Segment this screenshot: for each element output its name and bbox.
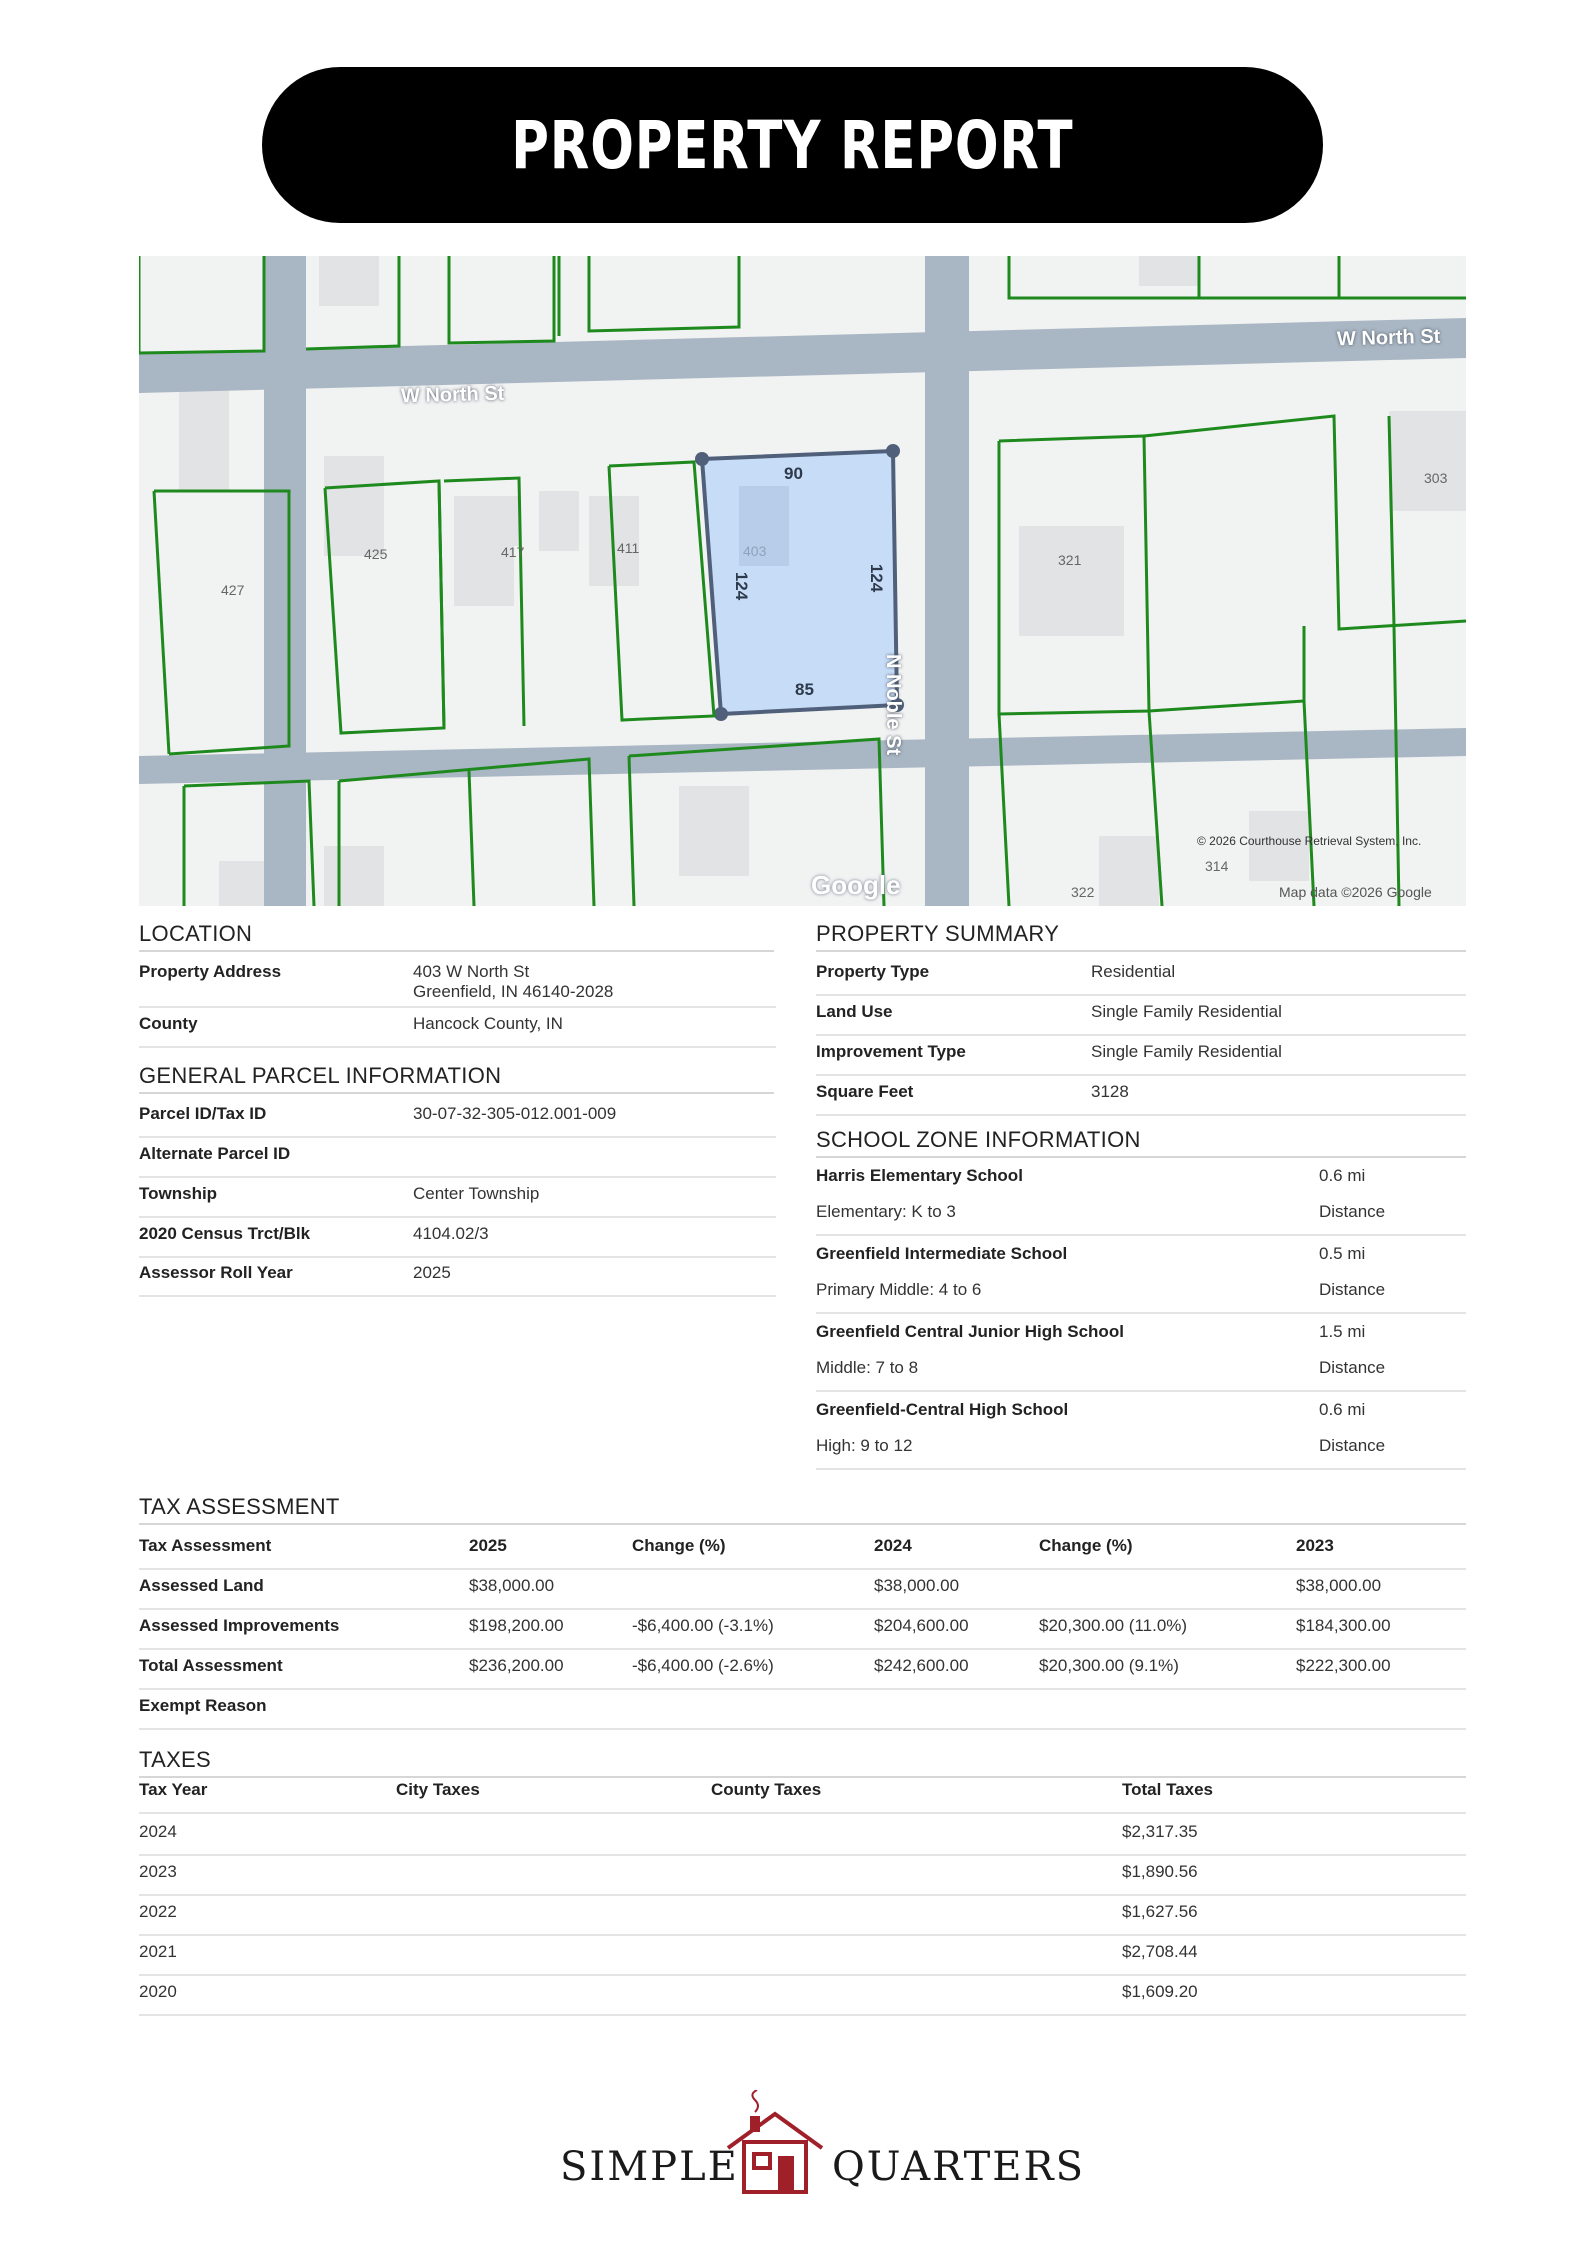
school-name: Greenfield Central Junior High School — [816, 1322, 1124, 1341]
tax-year: 2020 — [139, 1982, 177, 2001]
school-distance-label: Distance — [1319, 1202, 1386, 1221]
parcel-row-township — [139, 1178, 776, 1218]
roll-year-value: 2025 — [413, 1263, 451, 1282]
lot-303: 303 — [1424, 470, 1448, 486]
lot-314: 314 — [1205, 858, 1229, 874]
map-data-attribution: Map data ©2026 Google — [1279, 884, 1432, 900]
row-label: Total Assessment — [139, 1656, 283, 1675]
taxes-header-row — [139, 1774, 1466, 1814]
school-distance-label: Distance — [1319, 1280, 1386, 1299]
value-2025: $236,200.00 — [469, 1656, 564, 1675]
map-copyright: © 2026 Courthouse Retrieval System, Inc. — [1197, 834, 1422, 848]
school-zone-title: SCHOOL ZONE INFORMATION — [816, 1127, 1466, 1158]
table-row — [139, 1856, 1466, 1896]
school-level: High: 9 to 12 — [816, 1436, 913, 1455]
lot-425: 425 — [364, 546, 388, 562]
total-taxes: $1,627.56 — [1122, 1902, 1198, 1921]
col-change-1: Change (%) — [632, 1536, 726, 1555]
county-label: County — [139, 1014, 198, 1033]
tax-year: 2024 — [139, 1822, 177, 1841]
square-feet-label: Square Feet — [816, 1082, 914, 1101]
change-2: $20,300.00 (9.1%) — [1039, 1656, 1179, 1675]
parcel-row-id — [139, 1098, 776, 1138]
school-row-1 — [816, 1160, 1466, 1236]
location-title: LOCATION — [139, 921, 774, 952]
parcel-map[interactable] — [139, 256, 1466, 906]
lot-427: 427 — [221, 582, 245, 598]
value-2024: $38,000.00 — [874, 1576, 960, 1595]
col-change-2: Change (%) — [1039, 1536, 1133, 1555]
table-row — [139, 1570, 1466, 1610]
google-logo: Google — [811, 870, 901, 900]
roll-year-label: Assessor Roll Year — [139, 1263, 293, 1282]
total-taxes: $2,708.44 — [1122, 1942, 1198, 1961]
summary-row-square-feet — [816, 1076, 1466, 1116]
tax-year: 2022 — [139, 1902, 177, 1921]
value-2025: $38,000.00 — [469, 1576, 555, 1595]
col-2024: 2024 — [874, 1536, 912, 1555]
school-name: Harris Elementary School — [816, 1166, 1023, 1185]
township-label: Township — [139, 1184, 218, 1203]
school-distance: 0.6 mi — [1319, 1400, 1366, 1419]
row-label: Exempt Reason — [139, 1696, 267, 1715]
school-distance-label: Distance — [1319, 1436, 1386, 1455]
parcel-row-roll-year — [139, 1257, 776, 1297]
school-level: Middle: 7 to 8 — [816, 1358, 919, 1377]
school-distance: 1.5 mi — [1319, 1322, 1366, 1341]
logo-text-left: SIMPLE — [560, 2144, 739, 2190]
school-distance: 0.6 mi — [1319, 1166, 1366, 1185]
total-taxes: $2,317.35 — [1122, 1822, 1198, 1841]
school-level: Elementary: K to 3 — [816, 1202, 956, 1221]
value-2024: $204,600.00 — [874, 1616, 969, 1635]
street-label-w-north-st-right: W North St — [1336, 325, 1441, 351]
value-2023: $38,000.00 — [1296, 1576, 1382, 1595]
col-2025: 2025 — [469, 1536, 507, 1555]
col-city-taxes: City Taxes — [396, 1780, 480, 1799]
table-row — [139, 1896, 1466, 1936]
tax-year: 2021 — [139, 1942, 177, 1961]
dimension-top: 90 — [784, 464, 803, 483]
col-tax-assessment: Tax Assessment — [139, 1536, 272, 1555]
table-row — [139, 1976, 1466, 2016]
property-summary-title: PROPERTY SUMMARY — [816, 921, 1466, 952]
row-label: Assessed Improvements — [139, 1616, 340, 1635]
table-row — [139, 1610, 1466, 1650]
school-level: Primary Middle: 4 to 6 — [816, 1280, 982, 1299]
col-total-taxes: Total Taxes — [1122, 1780, 1214, 1799]
simple-quarters-logo — [560, 2090, 1085, 2200]
property-address-value: 403 W North St Greenfield, IN 46140-2028 — [413, 962, 614, 1001]
parcel-id-value: 30-07-32-305-012.001-009 — [413, 1104, 617, 1123]
school-name: Greenfield Intermediate School — [816, 1244, 1068, 1263]
parcel-id-label: Parcel ID/Tax ID — [139, 1104, 267, 1123]
report-title: PROPERTY REPORT — [511, 106, 1074, 184]
school-row-4 — [816, 1394, 1466, 1470]
parcel-map-canvas — [139, 256, 1466, 906]
school-row-2 — [816, 1238, 1466, 1314]
logo-text-right: QUARTERS — [832, 2144, 1085, 2190]
tax-assessment-header-row — [139, 1530, 1466, 1570]
general-parcel-title: GENERAL PARCEL INFORMATION — [139, 1063, 774, 1094]
change-1: -$6,400.00 (-2.6%) — [632, 1656, 774, 1675]
street-label-w-north-st-left: W North St — [400, 382, 505, 408]
property-type-value: Residential — [1091, 962, 1176, 981]
land-use-label: Land Use — [816, 1002, 893, 1021]
lot-321: 321 — [1058, 552, 1082, 568]
tax-year: 2023 — [139, 1862, 177, 1881]
summary-row-land-use — [816, 996, 1466, 1036]
county-value: Hancock County, IN — [413, 1014, 563, 1033]
improvement-type-value: Single Family Residential — [1091, 1042, 1282, 1061]
table-row — [139, 1690, 1466, 1730]
change-2: $20,300.00 (11.0%) — [1039, 1616, 1188, 1635]
table-row — [139, 1816, 1466, 1856]
census-value: 4104.02/3 — [413, 1224, 489, 1243]
total-taxes: $1,609.20 — [1122, 1982, 1198, 2001]
property-type-label: Property Type — [816, 962, 930, 981]
tax-assessment-title: TAX ASSESSMENT — [139, 1494, 1466, 1525]
row-label: Assessed Land — [139, 1576, 264, 1595]
col-2023: 2023 — [1296, 1536, 1334, 1555]
township-value: Center Township — [413, 1184, 540, 1203]
table-row — [139, 1936, 1466, 1976]
school-name: Greenfield-Central High School — [816, 1400, 1069, 1419]
col-county-taxes: County Taxes — [711, 1780, 822, 1799]
location-row-county — [139, 1008, 776, 1048]
dimension-right: 124 — [867, 563, 887, 593]
value-2025: $198,200.00 — [469, 1616, 564, 1635]
report-header — [262, 67, 1323, 223]
table-row — [139, 1650, 1466, 1690]
total-taxes: $1,890.56 — [1122, 1862, 1198, 1881]
lot-403: 403 — [743, 543, 767, 559]
value-2023: $222,300.00 — [1296, 1656, 1391, 1675]
parcel-row-census — [139, 1218, 776, 1258]
summary-row-improvement — [816, 1036, 1466, 1076]
improvement-type-label: Improvement Type — [816, 1042, 966, 1061]
alternate-parcel-label: Alternate Parcel ID — [139, 1144, 291, 1163]
house-icon — [720, 2090, 830, 2200]
location-row-address — [139, 956, 776, 1008]
school-distance: 0.5 mi — [1319, 1244, 1366, 1263]
school-distance-label: Distance — [1319, 1358, 1386, 1377]
taxes-title: TAXES — [139, 1747, 1466, 1778]
summary-row-type — [816, 956, 1466, 996]
lot-417: 417 — [501, 544, 525, 560]
land-use-value: Single Family Residential — [1091, 1002, 1282, 1021]
census-label: 2020 Census Trct/Blk — [139, 1224, 311, 1243]
parcel-row-alternate — [139, 1138, 776, 1178]
dimension-left: 124 — [732, 571, 752, 601]
street-label-n-noble-st: N Noble St — [882, 654, 904, 756]
property-address-label: Property Address — [139, 962, 282, 981]
dimension-bottom: 85 — [795, 680, 814, 699]
value-2023: $184,300.00 — [1296, 1616, 1391, 1635]
change-1: -$6,400.00 (-3.1%) — [632, 1616, 774, 1635]
square-feet-value: 3128 — [1091, 1082, 1129, 1101]
lot-322: 322 — [1071, 884, 1095, 900]
school-row-3 — [816, 1316, 1466, 1392]
col-tax-year: Tax Year — [139, 1780, 208, 1799]
value-2024: $242,600.00 — [874, 1656, 969, 1675]
lot-411: 411 — [617, 540, 640, 556]
